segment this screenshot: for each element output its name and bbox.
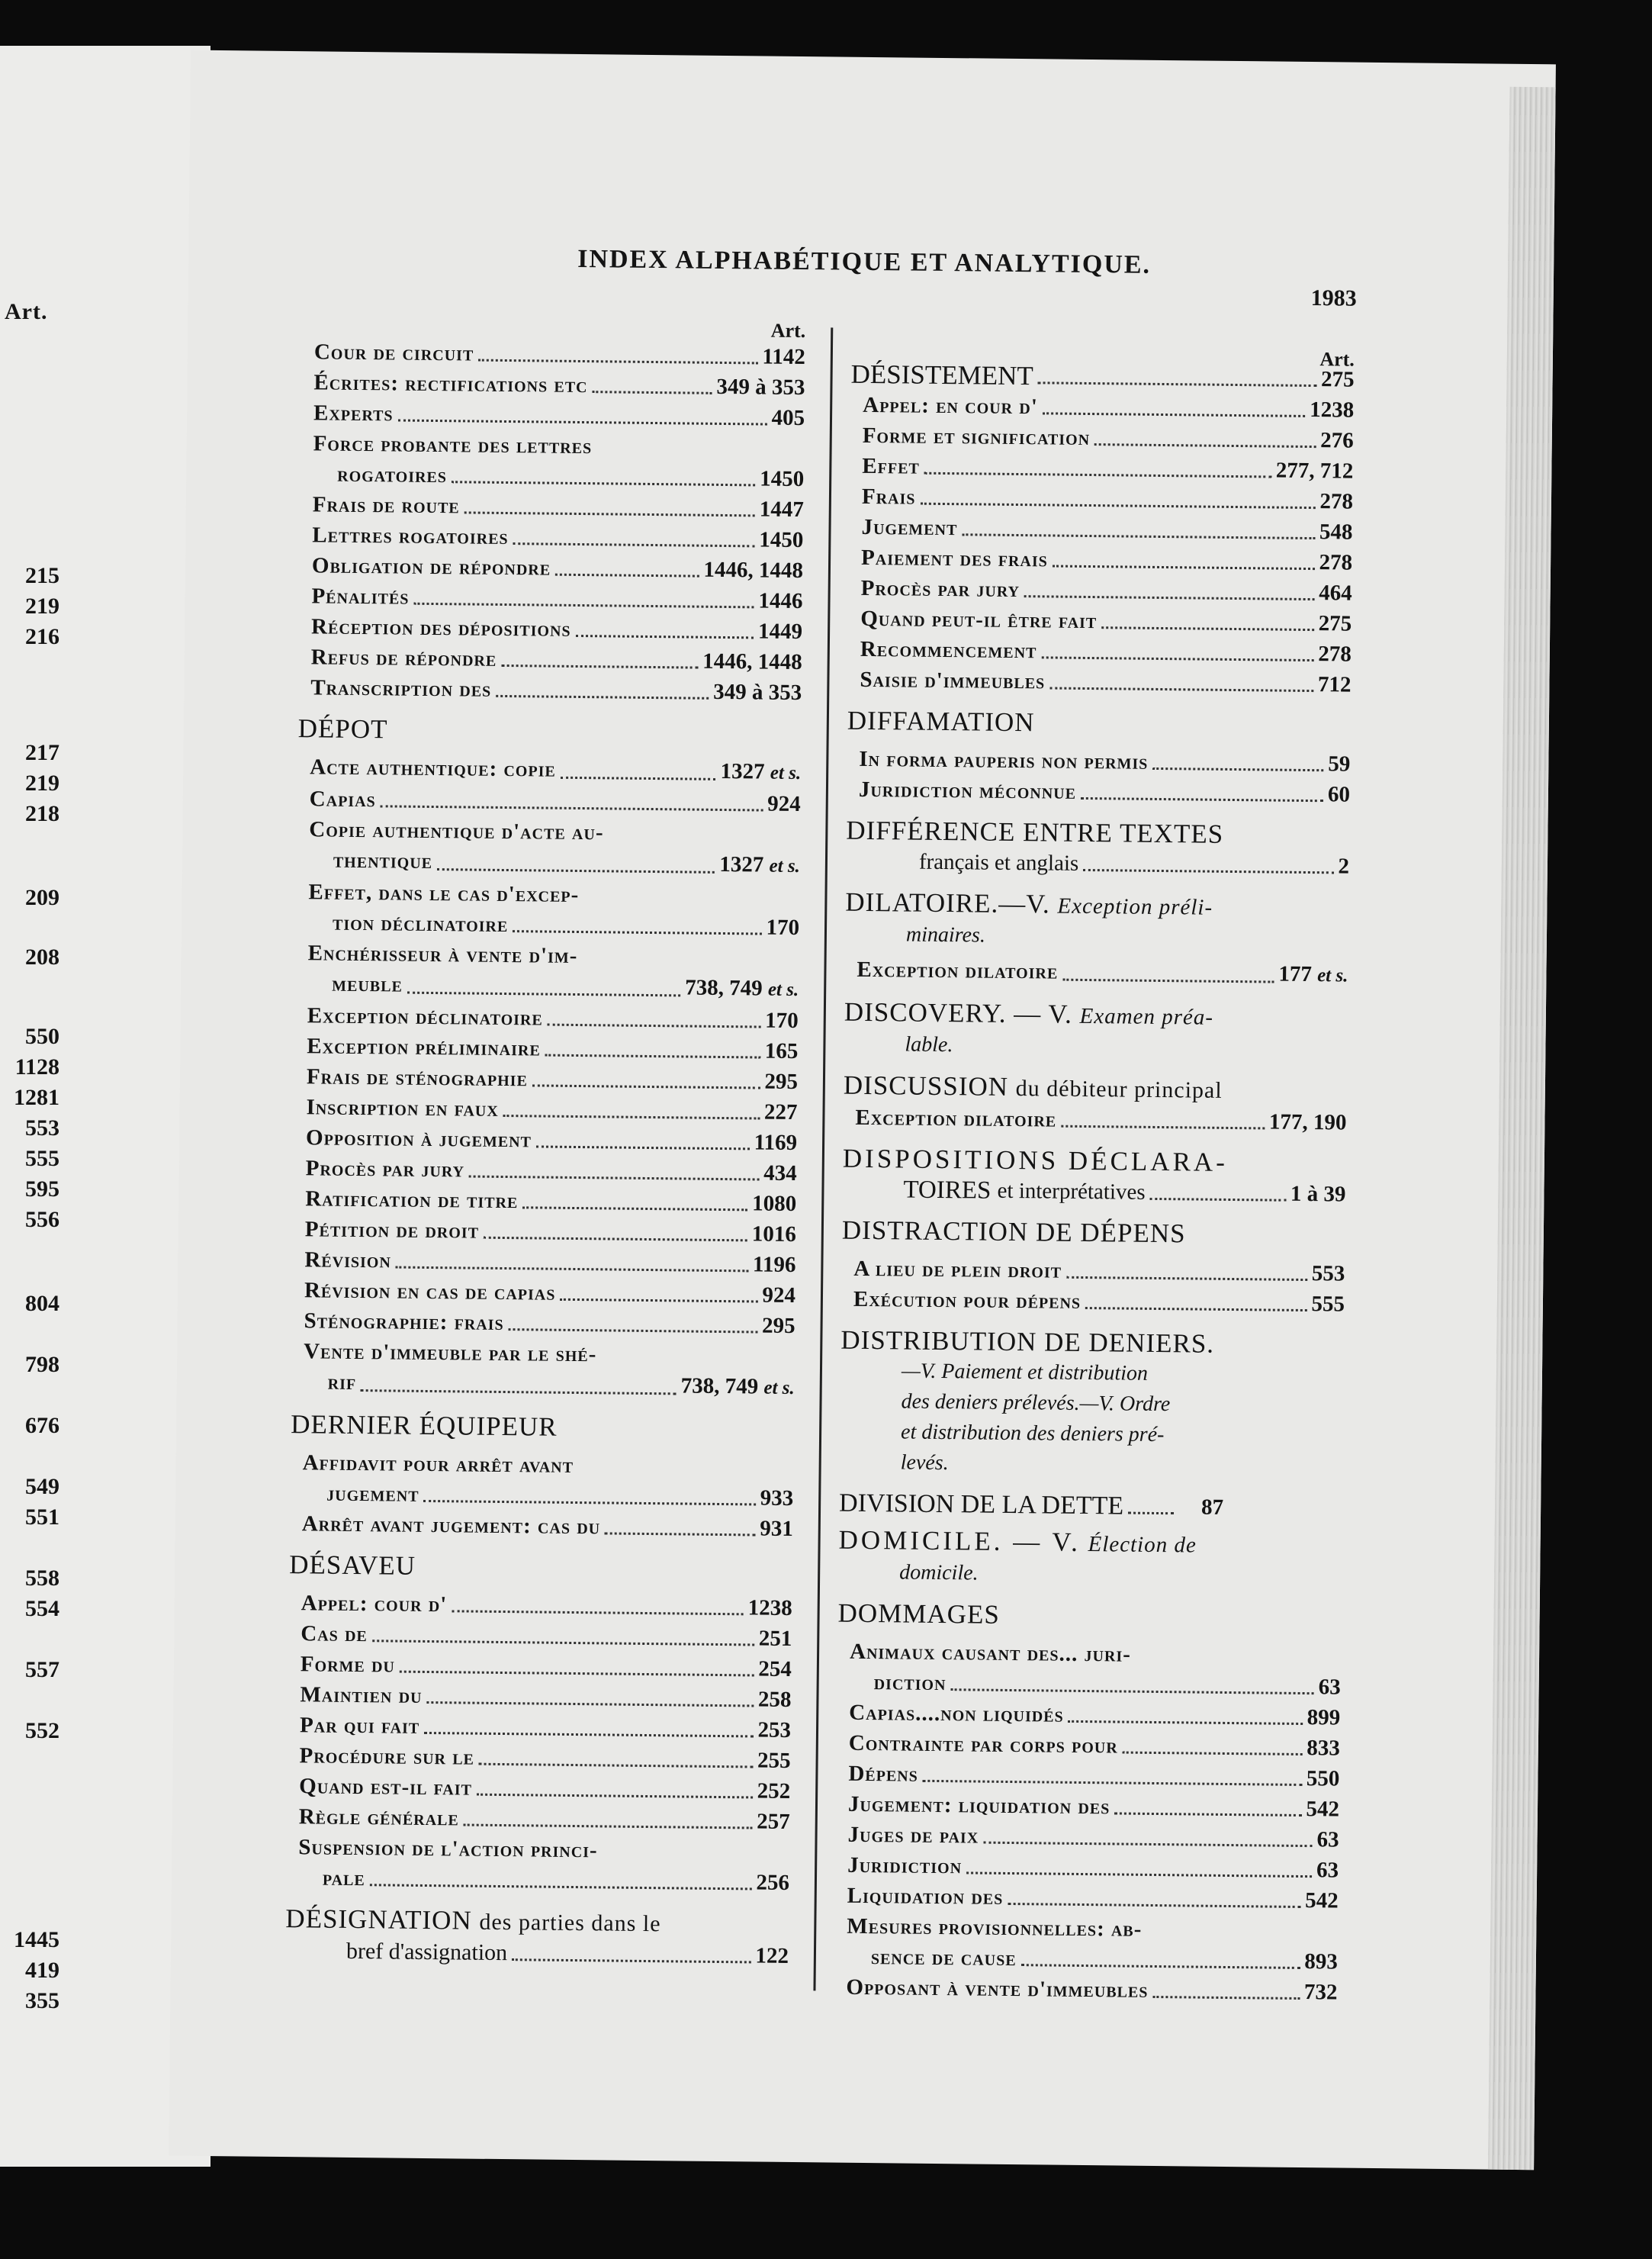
index-heading-discussion: DISCUSSION du débiteur principal (843, 1070, 1223, 1103)
index-entry: Contrainte par corps pour 833 (848, 1730, 1340, 1761)
index-heading-discovery: DISCOVERY. — V. Examen préa- (844, 996, 1214, 1030)
index-entry-continued: meuble 738, 749 et s. (295, 968, 799, 1006)
index-entry: Dépens 550 (836, 1759, 1339, 1794)
left-page-art-number: 215 (25, 563, 59, 588)
left-page-art-number: 355 (25, 1988, 59, 2013)
index-entry: Quand peut-il être fait 275 (860, 606, 1352, 636)
index-entry: Cas de 251 (288, 1618, 792, 1654)
left-page-art-number: 549 (25, 1474, 59, 1499)
index-entry: Acte authentique: copie 1327 et s. (310, 755, 802, 784)
cross-reference: levés. (900, 1450, 949, 1475)
left-page-art-number: 217 (25, 740, 59, 765)
left-page-art-number: 1445 (14, 1927, 59, 1952)
left-page-art-number: 216 (25, 624, 59, 649)
index-entry: Procédure sur le 255 (299, 1743, 791, 1773)
index-entry: Vente d'immeuble par le shé- (304, 1339, 597, 1367)
index-entry-continued: français et anglais 2 (918, 849, 1350, 879)
index-heading-dernier-equipeur: DERNIER ÉQUIPEUR (290, 1409, 558, 1442)
index-entry: Copie authentique d'acte au- (309, 817, 604, 845)
left-page-art-number: 552 (25, 1718, 59, 1743)
index-entry: Par qui fait 253 (288, 1710, 791, 1746)
index-heading-diffamation: DIFFAMATION (847, 705, 1035, 738)
left-page-art-number: 550 (25, 1024, 59, 1049)
left-page-art-number: 551 (25, 1504, 59, 1530)
left-page-art-number: 218 (25, 801, 59, 826)
index-entry: Révision en cas de capias 924 (304, 1278, 796, 1308)
index-entry: Obligation de répondre 1446, 1448 (311, 553, 804, 584)
index-entry: Force probante des lettres (313, 431, 593, 459)
index-entry: Exception déclinatoire 170 (307, 1003, 799, 1034)
left-page-art-number: 1128 (14, 1054, 59, 1080)
index-heading-dommages: DOMMAGES (837, 1598, 1001, 1630)
art-column-label: Art. (770, 319, 806, 343)
index-heading-desistement: DÉSISTEMENT 275 (850, 359, 1355, 392)
index-heading-designation: DÉSIGNATION des parties dans le (285, 1903, 661, 1937)
index-entry: Exception dilatoire 177 et s. (857, 957, 1348, 987)
left-page-art-number: 804 (25, 1291, 59, 1316)
index-entry: Capias....non liquidés 899 (849, 1700, 1341, 1730)
page-edge (1488, 87, 1556, 2170)
index-entry: Animaux causant des... juri- (849, 1639, 1132, 1667)
index-entry: Transcription des 349 à 353 (310, 675, 802, 706)
index-heading-desaveu: DÉSAVEU (289, 1549, 416, 1581)
index-entry: Effet 277, 712 (850, 451, 1353, 487)
page-number: 1983 (1310, 285, 1357, 311)
index-entry: Capias 924 (297, 784, 801, 819)
index-entry: Refus de répondre 1446, 1448 (310, 645, 802, 675)
index-heading-division: DIVISION DE LA DETTE 87 (838, 1488, 1224, 1520)
index-entry: Sténographie: frais 295 (304, 1308, 795, 1339)
cross-reference: minaires. (905, 922, 986, 948)
index-entry: Inscription en faux 227 (306, 1095, 798, 1125)
left-page-art-number: 556 (25, 1207, 59, 1232)
index-entry: Exception préliminaire 165 (307, 1034, 799, 1064)
index-entry: Procès par jury 434 (305, 1156, 797, 1186)
index-entry: Saisie d'immeubles 712 (860, 667, 1351, 697)
index-entry: Lettres rogatoires 1450 (312, 523, 804, 553)
left-page-art-number: 219 (25, 771, 59, 796)
index-entry-continued: thentique 1327 et s. (297, 845, 800, 882)
index-entry: Experts 405 (301, 397, 805, 433)
left-page-art-number: 557 (25, 1657, 59, 1682)
left-page-art-number: 1281 (14, 1085, 59, 1110)
index-entry: Opposition à jugement 1169 (305, 1125, 798, 1156)
index-heading-domicile: DOMICILE. — V. Élection de (838, 1524, 1197, 1558)
index-page (169, 50, 1556, 2171)
index-entry: Paiement des frais 278 (860, 545, 1353, 575)
index-entry: Enchérisseur à vente d'im- (307, 941, 578, 969)
index-entry-continued: rif 738, 749 et s. (291, 1366, 795, 1404)
index-entry: A lieu de plein droit 553 (853, 1256, 1345, 1286)
index-entry: Jugement: liquidation des 542 (847, 1791, 1340, 1822)
index-entry: Appel: cour d' 1238 (301, 1591, 792, 1620)
index-entry-continued: bref d'assignation 122 (346, 1938, 789, 1968)
index-heading-distribution: DISTRIBUTION DE DENIERS. (840, 1324, 1215, 1359)
index-entry: Maintien du 258 (288, 1679, 791, 1715)
index-entry: Forme du 254 (288, 1649, 792, 1685)
index-entry: Écrites: rectifications etc 349 à 353 (313, 370, 805, 401)
left-page-art-number: 555 (25, 1146, 59, 1171)
left-page-art-number: 554 (25, 1596, 59, 1621)
index-entry: Réception des dépositions 1449 (310, 614, 803, 645)
index-column-right (834, 339, 1355, 2008)
index-entry-continued: tion déclinatoire 170 (332, 910, 800, 941)
index-heading-difference: DIFFÉRENCE ENTRE TEXTES (846, 815, 1224, 849)
cross-reference: lable. (905, 1032, 953, 1057)
index-heading-dispositions: DISPOSITIONS DÉCLARA- (842, 1143, 1229, 1177)
index-column-left (285, 311, 806, 1971)
index-entry: Pénalités 1446 (299, 581, 802, 616)
left-page-col-header: Art. (5, 299, 48, 324)
art-column-label: Art. (1319, 348, 1355, 371)
index-entry: Frais de route 1447 (312, 492, 804, 523)
index-entry: Suspension de l'action princi- (298, 1835, 598, 1863)
left-page-art-number: 209 (25, 885, 59, 910)
left-page-art-number: 595 (25, 1176, 59, 1202)
index-entry: Liquidation des 542 (847, 1883, 1339, 1913)
left-page-art-number: 558 (25, 1566, 59, 1591)
index-entry: Quand est-il fait 252 (299, 1774, 791, 1804)
left-page-art-number: 553 (25, 1115, 59, 1141)
left-page-art-number: 419 (25, 1958, 59, 1983)
index-entry: Arrêt avant jugement: cas du 931 (301, 1511, 793, 1542)
index-entry-continued: pale 256 (286, 1862, 789, 1898)
index-entry: Forme et signification 276 (862, 423, 1354, 453)
index-entry: Recommencement 278 (860, 636, 1352, 667)
index-entry-continued: sence de cause 893 (870, 1945, 1339, 1974)
index-entry: Juridiction 63 (835, 1850, 1339, 1886)
cross-reference: —V. Paiement et distribution (901, 1359, 1149, 1385)
index-entry: Juges de paix 63 (835, 1820, 1339, 1855)
index-entry-continued: TOIRES et interprétatives 1 à 39 (903, 1176, 1346, 1207)
index-entry: Frais de sténographie 295 (306, 1064, 799, 1095)
index-entry-continued: jugement 933 (290, 1478, 793, 1514)
left-page-art-number: 208 (25, 944, 59, 970)
index-entry: Procès par jury 464 (860, 575, 1352, 606)
index-entry: Opposant à vente d'immeubles 732 (846, 1974, 1338, 2005)
column-divider (813, 327, 833, 1990)
cross-reference: et distribution des deniers pré- (900, 1420, 1165, 1447)
left-page-art-number: 676 (25, 1413, 59, 1438)
index-entry: Effet, dans le cas d'excep- (308, 880, 580, 908)
index-entry: Affidavit pour arrêt avant (302, 1450, 574, 1478)
left-page-art-number: 219 (25, 594, 59, 619)
index-entry: Règle générale 257 (298, 1804, 790, 1834)
index-entry: Appel: en cour d' 1238 (863, 392, 1355, 423)
index-heading-depot: DÉPOT (297, 713, 388, 745)
index-entry: Jugement 548 (849, 512, 1352, 548)
index-entry: Frais 278 (850, 481, 1353, 517)
index-entry: Révision 1196 (292, 1244, 795, 1280)
cross-reference: domicile. (899, 1560, 979, 1585)
index-entry-continued: rogatoires 1450 (301, 459, 804, 494)
index-entry: Exécution pour dépens 555 (853, 1286, 1345, 1317)
left-page-art-number: 798 (25, 1352, 59, 1377)
index-entry: Cour de circuit 1142 (313, 339, 806, 370)
index-heading-distraction: DISTRACTION DE DÉPENS (841, 1215, 1186, 1249)
index-entry: Ratification de titre 1080 (305, 1186, 797, 1217)
cross-reference: des deniers prélevés.—V. Ordre (901, 1389, 1171, 1417)
index-entry: Juridiction méconnue 60 (858, 777, 1351, 807)
index-entry: Exception dilatoire 177, 190 (855, 1105, 1347, 1135)
index-heading-dilatoire: DILATOIRE.—V. Exception préli- (845, 887, 1213, 920)
running-title: INDEX ALPHABÉTIQUE ET ANALYTIQUE. (577, 244, 1152, 279)
index-entry: Mesures provisionnelles: ab- (847, 1913, 1143, 1942)
index-entry: Pétition de droit 1016 (304, 1217, 797, 1247)
index-entry-continued: diction 63 (837, 1667, 1340, 1703)
index-entry: In forma pauperis non permis 59 (859, 746, 1351, 777)
